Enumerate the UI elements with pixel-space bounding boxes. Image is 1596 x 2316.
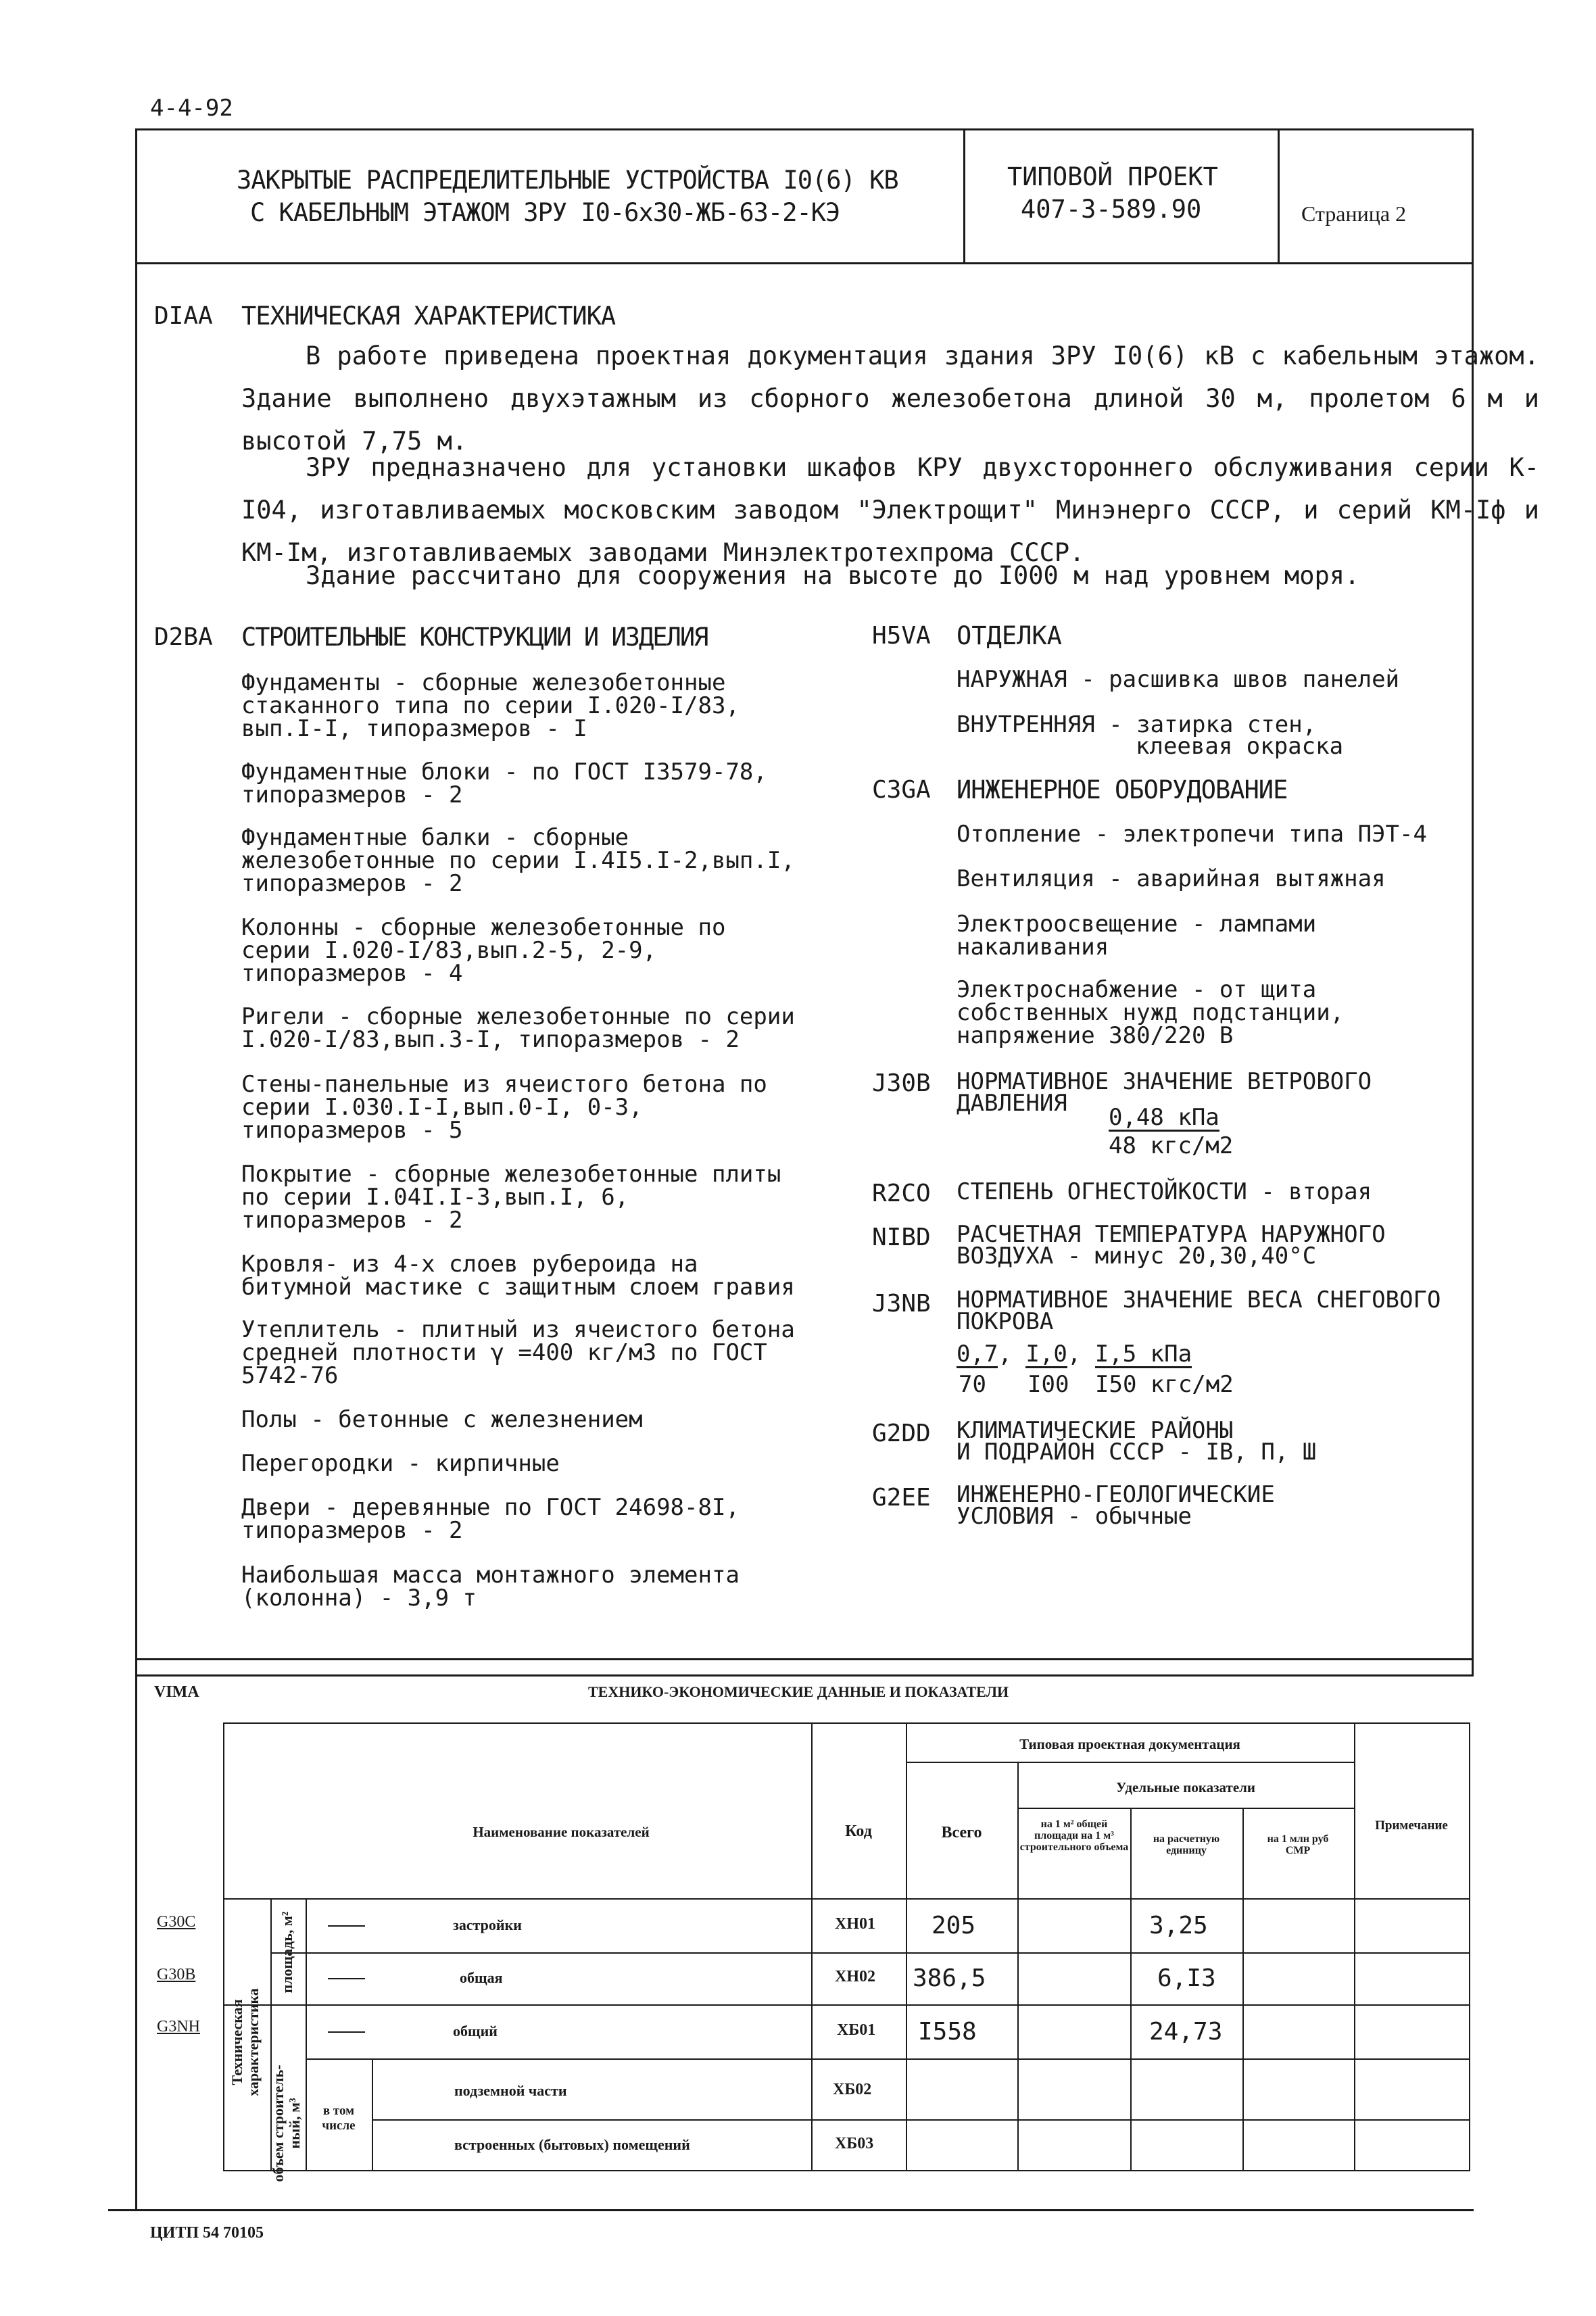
sheet-mark: 4-4-92 bbox=[150, 95, 233, 122]
frame-left bbox=[135, 128, 137, 2211]
unit-col-line-2 bbox=[1242, 1808, 1244, 2171]
snow-2: ПОКРОВА bbox=[957, 1308, 1054, 1335]
structure-item-11: Перегородки - кирпичные bbox=[241, 1450, 560, 1477]
row-line-1 bbox=[270, 1952, 1470, 1954]
area-label: площадь, м² bbox=[279, 1911, 295, 1994]
label-col-line bbox=[306, 1898, 307, 2171]
volume-label bbox=[270, 2062, 306, 2184]
structure-item-10: Полы - бетонные с железнением bbox=[241, 1406, 643, 1433]
row-code-4: ХБ02 bbox=[833, 2081, 872, 2098]
row-ext-code-2: G30B bbox=[157, 1966, 196, 1983]
col-note-header: Примечание bbox=[1375, 1818, 1448, 1833]
snow-num-3: I,5 кПа bbox=[1094, 1341, 1192, 1368]
snow-den-2: I00 bbox=[1027, 1371, 1069, 1398]
finish-inner-1: ВНУТРЕННЯЯ - затирка стен, bbox=[957, 711, 1317, 738]
incl-label: в том числе bbox=[322, 2104, 356, 2133]
code-col-line-right bbox=[906, 1722, 907, 2171]
note-col-line bbox=[1354, 1722, 1355, 2171]
fire-code: R2CO bbox=[872, 1180, 931, 1207]
col-per-rub-header: на 1 млн руб СМР bbox=[1267, 1833, 1329, 1856]
row-line-3 bbox=[306, 2058, 1470, 2060]
climate-2: И ПОДРАЙОН СССР - IВ, П, Ш bbox=[957, 1439, 1317, 1466]
tech-paragraph-2: ЗРУ предназначено для установки шкафов КРУ двухстороннего обслуживания серии К-I04, изготавливаемых московским заводом "Электрощит" Минэнерго СССР, и серий КМ-Iф и КМ-Iм, изготавливаемых заводами Минэлектротехпрома СССР. bbox=[241, 453, 1539, 567]
col-total-header: Всего bbox=[941, 1824, 982, 1841]
header-divider-2 bbox=[1278, 128, 1280, 264]
group-header-line bbox=[906, 1762, 1354, 1763]
climate-1: КЛИМАТИЧЕСКИЕ РАЙОНЫ bbox=[957, 1417, 1234, 1444]
project-block bbox=[1007, 161, 1218, 226]
row-unit-3: 24,73 bbox=[1149, 2018, 1223, 2046]
unit-col-line-1 bbox=[1130, 1808, 1132, 2171]
frame-top bbox=[135, 128, 1474, 130]
structure-item-1: Фундаменты - сборные железобетонные стаканного типа по серии I.020-I/83, вып.I-I, типоразмеров - I bbox=[241, 669, 740, 742]
row-code-5: ХБ03 bbox=[835, 2135, 874, 2152]
structure-item-13: Наибольшая масса монтажного элемента (колонна) - 3,9 т bbox=[241, 1562, 740, 1612]
table-code: VIMA bbox=[154, 1683, 199, 1701]
incl-col-line bbox=[372, 2058, 373, 2171]
row-unit-2: 6,I3 bbox=[1157, 1964, 1216, 1992]
climate-code: G2DD bbox=[872, 1420, 931, 1447]
heating: Отопление - электропечи типа ПЭТ-4 bbox=[957, 821, 1427, 848]
code-col-line-left bbox=[811, 1722, 813, 2171]
col-per-m2-header: на 1 м² общей площади на 1 м³ строительного объема bbox=[1019, 1818, 1129, 1853]
row-dash-3 bbox=[328, 2031, 365, 2033]
row-total-1: 205 bbox=[932, 1912, 976, 1939]
row-code-1: ХН01 bbox=[835, 1915, 875, 1933]
snow-code: J3NB bbox=[872, 1290, 931, 1318]
finish-heading: ОТДЕЛКА bbox=[957, 621, 1062, 650]
header-divider-1 bbox=[963, 128, 965, 264]
row-dash-1 bbox=[328, 1925, 365, 1927]
structure-item-8: Кровля- из 4-х слоев рубероида на битумной мастике с защитным слоем гравия bbox=[241, 1251, 795, 1301]
row-unit-1: 3,25 bbox=[1149, 1912, 1208, 1939]
row-total-3: I558 bbox=[918, 2018, 977, 2046]
temperature-1: РАСЧЕТНАЯ ТЕМПЕРАТУРА НАРУЖНОГО bbox=[957, 1221, 1386, 1248]
fire-resistance: СТЕПЕНЬ ОГНЕСТОЙКОСТИ - вторая bbox=[957, 1178, 1372, 1205]
header-bottom bbox=[135, 262, 1474, 264]
tech-paragraph-1: В работе приведена проектная документация здания ЗРУ I0(6) кВ с кабельным этажом. Здание выполнено двухэтажным из сборного железобетона длиной 30 м, пролетом 6 м и высотой 7,75 м. bbox=[241, 341, 1539, 456]
structure-item-9: Утеплитель - плитный из ячеистого бетона средней плотности γ =400 кг/м3 по ГОСТ 5742-76 bbox=[241, 1316, 795, 1389]
row-name-2: общая bbox=[460, 1969, 503, 1986]
row-code-2: ХН02 bbox=[835, 1968, 875, 1985]
structure-item-2: Фундаментные блоки - по ГОСТ I3579-78, типоразмеров - 2 bbox=[241, 758, 767, 809]
equipment-code: C3GA bbox=[872, 776, 931, 804]
geology-2: УСЛОВИЯ - обычные bbox=[957, 1503, 1192, 1530]
tech-heading: ТЕХНИЧЕСКАЯ ХАРАКТЕРИСТИКА bbox=[241, 301, 616, 331]
row-dash-2 bbox=[328, 1978, 365, 1979]
row-name-5: встроенных (бытовых) помещений bbox=[454, 2136, 690, 2153]
table-right bbox=[1469, 1722, 1470, 2171]
col-code-header: Код bbox=[845, 1823, 872, 1840]
table-top bbox=[223, 1722, 1470, 1724]
snow-den-3: I50 кгс/м2 bbox=[1095, 1371, 1234, 1398]
wind-numerator-text: 0,48 кПа bbox=[1109, 1104, 1219, 1131]
project-label: ТИПОВОЙ ПРОЕКТ bbox=[1007, 162, 1218, 191]
structure-item-12: Двери - деревянные по ГОСТ 24698-8I, типоразмеров - 2 bbox=[241, 1494, 740, 1544]
footer-stamp: ЦИТП 54 70105 bbox=[150, 2224, 264, 2242]
wind-heading-1: НОРМАТИВНОЕ ЗНАЧЕНИЕ ВЕТРОВОГО bbox=[957, 1068, 1372, 1095]
group-header: Типовая проектная документация bbox=[1019, 1736, 1240, 1752]
structure-item-6: Стены-панельные из ячеистого бетона по серии I.030.I-I,вып.0-I, 0-3, типоразмеров - 5 bbox=[241, 1071, 767, 1144]
geology-code: G2EE bbox=[872, 1484, 931, 1512]
structures-code: D2BA bbox=[154, 623, 213, 651]
frame-bottom bbox=[108, 2209, 1474, 2211]
header-bottom-line bbox=[223, 1898, 1470, 1900]
snow-fractions: 0,7, I,0, I,5 кПа bbox=[957, 1341, 1192, 1368]
structure-item-3: Фундаментные балки - сборные железобетонные по серии I.4I5.I-2,вып.I, типоразмеров - 2 bbox=[241, 824, 795, 897]
snow-num-1: 0,7 bbox=[957, 1341, 998, 1368]
side-label bbox=[229, 1978, 264, 2106]
row-name-3: общий bbox=[453, 2023, 498, 2040]
ventilation: Вентиляция - аварийная вытяжная bbox=[957, 865, 1386, 892]
wind-numerator bbox=[1109, 1105, 1219, 1132]
table-top-rule-2 bbox=[135, 1674, 1474, 1676]
wind-code: J30B bbox=[872, 1069, 931, 1097]
tech-code: DIAA bbox=[154, 302, 213, 330]
structure-item-7: Покрытие - сборные железобетонные плиты по серии I.04I.I-3,вып.I, 6, типоразмеров - 2 bbox=[241, 1161, 781, 1234]
row-ext-code-1: G30C bbox=[157, 1913, 196, 1931]
structures-heading: СТРОИТЕЛЬНЫЕ КОНСТРУКЦИИ И ИЗДЕЛИЯ bbox=[241, 623, 708, 652]
side-label-1: Техническая bbox=[228, 1999, 245, 2085]
title-line-1: ЗАКРЫТЫЕ РАСПРЕДЕЛИТЕЛЬНЫЕ УСТРОЙСТВА I0(6) КВ bbox=[237, 166, 898, 195]
specific-header: Удельные показатели bbox=[1115, 1779, 1256, 1795]
title-block bbox=[237, 164, 898, 229]
structure-item-4: Колонны - сборные железобетонные по серии I.020-I/83,вып.2-5, 2-9, типоразмеров - 4 bbox=[241, 914, 726, 987]
temperature-code: NIBD bbox=[872, 1224, 931, 1251]
lighting: Электроосвещение - лампами накаливания bbox=[957, 911, 1317, 961]
finish-inner-2: клеевая окраска bbox=[1136, 733, 1344, 760]
specific-header-line bbox=[1017, 1808, 1354, 1809]
structure-item-5: Ригели - сборные железобетонные по серии I.020-I/83,вып.3-I, типоразмеров - 2 bbox=[241, 1003, 795, 1053]
finish-outer: НАРУЖНАЯ - расшивка швов панелей bbox=[957, 666, 1400, 693]
row-ext-code-3: G3NH bbox=[157, 2018, 200, 2035]
row-code-3: ХБ01 bbox=[837, 2021, 876, 2039]
side-label-2: характеристика bbox=[245, 1988, 262, 2096]
row-line-4 bbox=[372, 2119, 1470, 2121]
table-left bbox=[223, 1722, 224, 2171]
row-total-2: 386,5 bbox=[913, 1964, 986, 1992]
tech-paragraph-3: Здание рассчитано для сооружения на высоте до I000 м над уровнем моря. bbox=[306, 561, 1360, 590]
table-top-rule-1 bbox=[135, 1658, 1474, 1660]
power-supply: Электроснабжение - от щита собственных нужд подстанции, напряжение 380/220 В bbox=[957, 976, 1345, 1049]
geology-1: ИНЖЕНЕРНО-ГЕОЛОГИЧЕСКИЕ bbox=[957, 1481, 1275, 1508]
snow-1: НОРМАТИВНОЕ ЗНАЧЕНИЕ ВЕСА СНЕГОВОГО bbox=[957, 1286, 1441, 1313]
wind-denominator: 48 кгс/м2 bbox=[1109, 1132, 1234, 1159]
volume-label-text: объем строитель-ный, м³ bbox=[270, 2065, 303, 2182]
col-per-unit-header: на расчетную единицу bbox=[1153, 1833, 1220, 1856]
snow-num-2: I,0 bbox=[1025, 1341, 1067, 1368]
row-name-4: подземной части bbox=[454, 2082, 567, 2099]
title-line-2: С КАБЕЛЬНЫМ ЭТАЖОМ ЗРУ I0-6х30-ЖБ-63-2-КЭ bbox=[250, 198, 840, 227]
temperature-2: ВОЗДУХА - минус 20,30,40°С bbox=[957, 1243, 1317, 1270]
col-name-header: Наименование показателей bbox=[473, 1824, 650, 1840]
snow-den-1: 70 bbox=[959, 1371, 986, 1398]
page-number: Страница 2 bbox=[1301, 201, 1407, 226]
equipment-heading: ИНЖЕНЕРНОЕ ОБОРУДОВАНИЕ bbox=[957, 775, 1288, 804]
table-bottom bbox=[223, 2170, 1470, 2171]
project-number: 407-3-589.90 bbox=[1021, 195, 1202, 224]
finish-code: H5VA bbox=[872, 622, 931, 650]
table-title: ТЕХНИКО-ЭКОНОМИЧЕСКИЕ ДАННЫЕ И ПОКАЗАТЕЛИ bbox=[588, 1683, 1009, 1700]
row-line-2 bbox=[223, 2004, 1470, 2006]
row-name-1: застройки bbox=[453, 1916, 522, 1933]
wind-heading-2: ДАВЛЕНИЯ bbox=[957, 1090, 1067, 1117]
total-col-line bbox=[1017, 1762, 1019, 2171]
